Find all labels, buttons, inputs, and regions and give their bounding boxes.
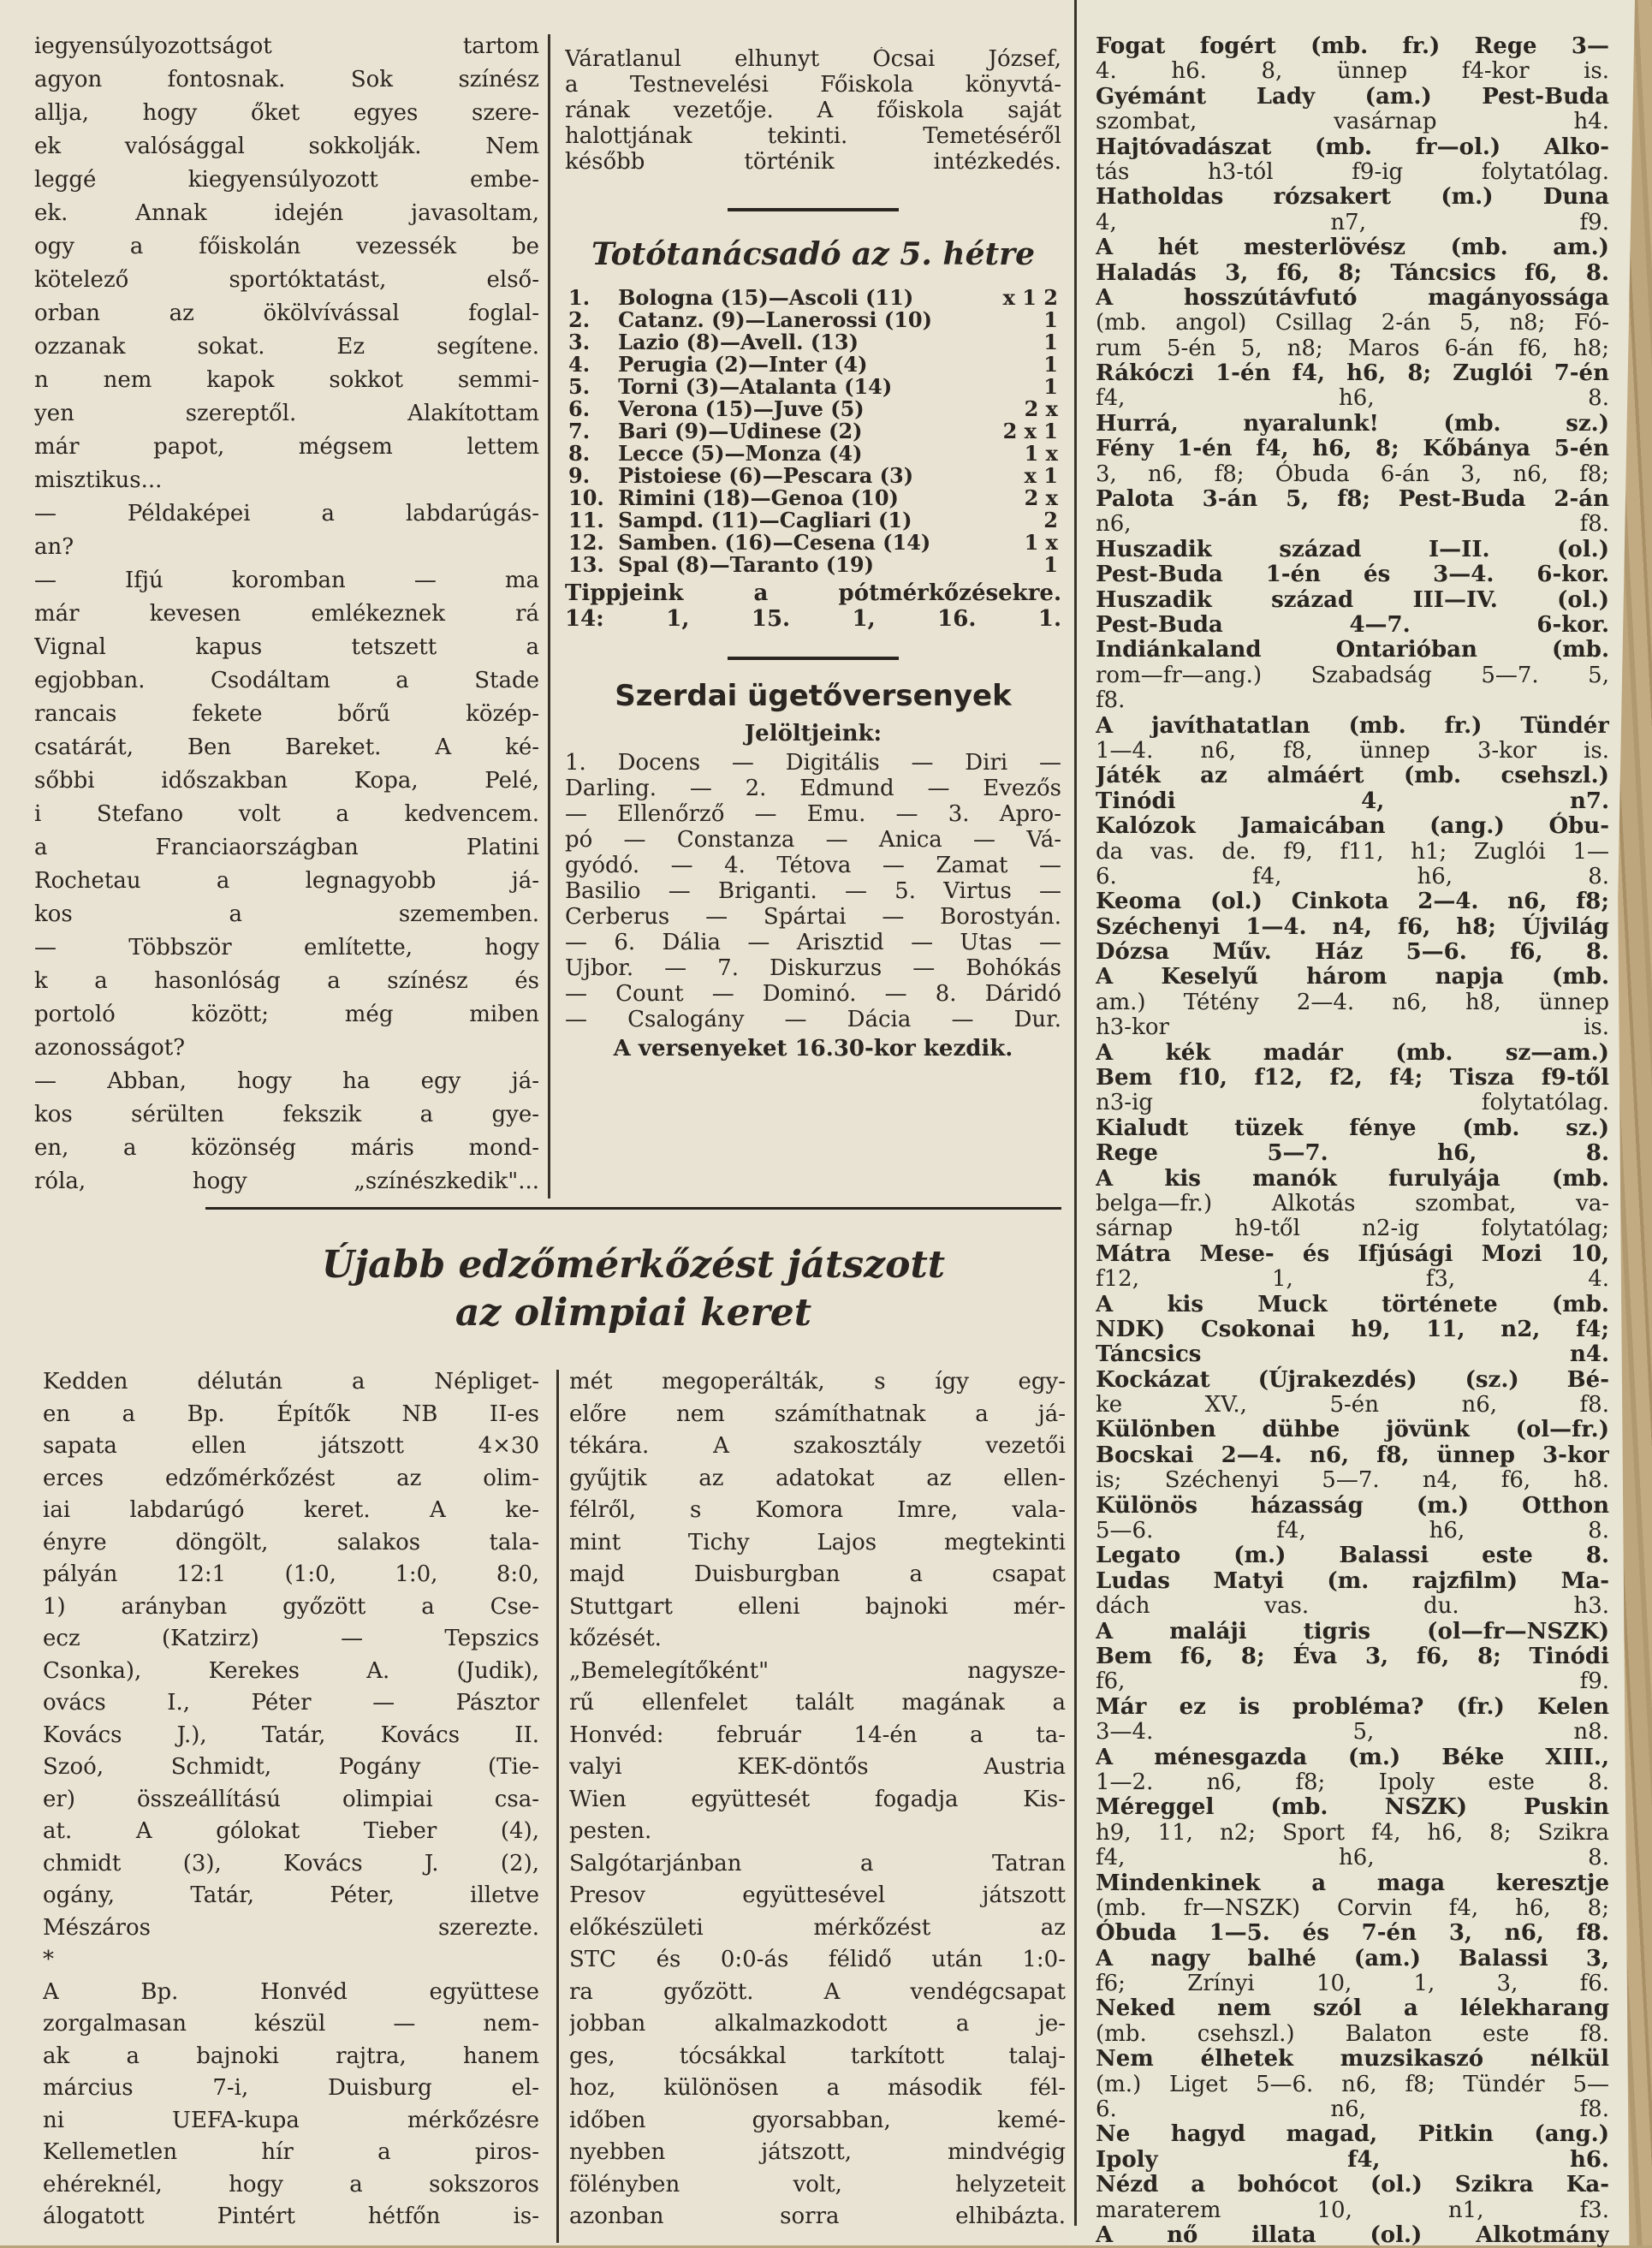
text-line: Kedden délután a Népliget-	[43, 1370, 539, 1395]
text-line: Hurrá, nyaralunk! (mb. sz.)	[1096, 410, 1609, 437]
article-column-right	[569, 1370, 1066, 2237]
toto-cell-n: 1.	[568, 285, 591, 310]
text-line: Vignal kapus tetszett a	[34, 634, 539, 660]
text-line: — 6. Dália — Arisztid — Utas —	[565, 930, 1061, 955]
toto-row	[565, 487, 1061, 509]
text-line: Szoó, Schmidt, Pogány (Tie-	[43, 1754, 539, 1780]
text-line: Fény 1-én f4, h6, 8; Kőbánya 5-én	[1096, 436, 1609, 462]
text-line: azonosságot?	[34, 1035, 186, 1061]
text-line: Óbuda 1—5. és 7-én 3, n6, f8.	[1096, 1920, 1609, 1947]
toto-cell-m: Bari (9)—Udinese (2)	[618, 419, 863, 443]
cinema-listings	[1096, 34, 1609, 2248]
text-line: Tippjeink a pótmérkőzésekre.	[565, 580, 1061, 606]
text-line: Rochetau a legnagyobb já-	[34, 868, 539, 894]
text-line: erces edzőmérkőzést az olim-	[43, 1465, 539, 1491]
text-line: 1—2. n6, f8; Ipoly este 8.	[1096, 1769, 1609, 1795]
text-line: an?	[34, 534, 74, 560]
text-line: a Franciaországban Platini	[34, 835, 539, 860]
text-line: sárnap h9-től n2-ig folytatólag;	[1096, 1216, 1609, 1242]
text-line: Kockázat (Újrakezdés) (sz.) Bé-	[1096, 1366, 1609, 1393]
article-column-left	[43, 1370, 539, 2237]
text-line: sőbbi időszakban Kopa, Pelé,	[34, 768, 539, 794]
text-line: A Bp. Honvéd együttese	[43, 1978, 539, 2005]
text-line: a Testnevelési Főiskola könyvtá-	[565, 72, 1061, 98]
text-line: 3, n6, f8; Óbuda 6-án 3, n6, f8;	[1096, 461, 1609, 487]
toto-row	[565, 331, 1061, 354]
text-line: előkészületi mérkőzést az	[569, 1914, 1066, 1941]
text-line: Nem élhetek muzsikaszó nélkül	[1096, 2046, 1609, 2073]
text-line: ges, tócsákkal tarkított talaj-	[569, 2043, 1066, 2069]
text-line: Basilio — Briganti. — 5. Virtus —	[565, 878, 1061, 904]
text-line: jobban alkalmazkodott a je-	[569, 2011, 1066, 2037]
text-line: f6; Zrínyi 10, 1, 3, f6.	[1096, 1971, 1609, 1997]
text-line: Csonka), Kerekes A. (Judik),	[43, 1657, 539, 1684]
toto-cell-t: 2 x 1	[1002, 419, 1058, 443]
text-line: nyebben játszott, mindvégig	[569, 2139, 1066, 2165]
text-line: er) összeállítású olimpiai csa-	[43, 1786, 539, 1812]
toto-cell-t: 1	[1043, 307, 1058, 332]
race-list	[565, 751, 1061, 1033]
text-line: en a Bp. Építők NB II-es	[43, 1401, 539, 1427]
text-line: — Ellenőrző — Emu. — 3. Apro-	[565, 801, 1061, 827]
text-line: álogatott Pintért hétfőn is-	[43, 2203, 539, 2229]
text-line: rum 5-én 5, n8; Maros 6-án f6, h8;	[1096, 335, 1609, 361]
text-line: sapata ellen játszott 4×30	[43, 1433, 539, 1459]
text-line: Játék az almáért (mb. csehszl.)	[1096, 763, 1609, 789]
race-start: A versenyeket 16.30-kor kezdik.	[613, 1036, 1013, 1061]
toto-cell-n: 2.	[568, 307, 591, 332]
divider	[728, 657, 899, 660]
text-line: előre nem számíthatnak a já-	[569, 1401, 1066, 1427]
text-line: — Ifjú koromban — ma	[34, 568, 539, 593]
text-line: időben gyorsabban, kemé-	[569, 2107, 1066, 2133]
text-line: ek valósággal sokkolják. Nem	[34, 134, 539, 159]
text-line: 1. Docens — Digitális — Diri —	[565, 750, 1061, 776]
text-line: Dózsa Műv. Ház 5—6. f6, 8.	[1096, 939, 1609, 966]
toto-cell-t: 1 x	[1024, 530, 1058, 555]
text-line: iai labdarúgó keret. A ke-	[43, 1497, 539, 1523]
divider	[728, 208, 899, 211]
text-line: Különös házasság (m.) Otthon	[1096, 1492, 1609, 1519]
text-line: Haladás 3, f6, 8; Táncsics f6, 8.	[1096, 259, 1609, 286]
text-line: — Count — Dominó. — 8. Dáridó	[565, 981, 1061, 1007]
toto-cell-t: 1	[1043, 374, 1058, 399]
text-line: h9, 11, n2; Sport f4, h6, 8; Szikra	[1096, 1819, 1609, 1846]
headline-line: Újabb edzőmérkőzést játszott	[321, 1243, 946, 1287]
text-line: zorgalmasan készül — nem-	[43, 2011, 539, 2037]
toto-row	[565, 354, 1061, 376]
toto-cell-m: Bologna (15)—Ascoli (11)	[618, 285, 914, 310]
toto-cell-m: Verona (15)—Juve (5)	[618, 396, 865, 421]
text-line: gyűjtik az adatokat az ellen-	[569, 1465, 1066, 1491]
text-line: gyódó. — 4. Tétova — Zamat —	[565, 853, 1061, 878]
text-line: kos a szememben.	[34, 901, 539, 927]
text-line: Táncsics n4.	[1096, 1341, 1609, 1368]
text-line: n nem kapok sokkot semmi-	[34, 367, 539, 393]
text-line: Különben dühbe jövünk (ol—fr.)	[1096, 1417, 1609, 1443]
text-line: am.) Tétény 2—4. n6, h8, ünnep	[1096, 989, 1609, 1015]
text-line: mint Tichy Lajos megtekinti	[569, 1529, 1066, 1555]
text-line: A nő illata (ol.) Alkotmány	[1096, 2221, 1609, 2248]
text-line: Bem f6, 8; Éva 3, f6, 8; Tinódi	[1096, 1644, 1609, 1669]
text-line: Kellemetlen hír a piros-	[43, 2139, 539, 2165]
headline	[205, 1241, 1061, 1337]
text-line: Rege 5—7. h6, 8.	[1096, 1140, 1609, 1167]
text-line: rának vezetője. A főiskola saját	[565, 98, 1061, 123]
text-line: Rákóczi 1-én f4, h6, 8; Zuglói 7-én	[1096, 360, 1609, 387]
text-line: rom—fr—ang.) Szabadság 5—7. 5,	[1096, 662, 1609, 688]
text-line: f8.	[1096, 687, 1126, 714]
text-line: 1—4. n6, f8, ünnep 3-kor is.	[1096, 737, 1609, 764]
text-line: NDK) Csokonai h9, 11, n2, f4;	[1096, 1316, 1609, 1342]
text-line: STC és 0:0-ás félidő után 1:0-	[569, 1947, 1066, 1972]
text-line: Salgótarjánban a Tatran	[569, 1850, 1066, 1876]
toto-cell-t: 1	[1043, 352, 1058, 377]
text-line: tékára. A szakosztály vezetői	[569, 1433, 1066, 1459]
text-line: A kék madár (mb. sz—am.)	[1096, 1039, 1609, 1066]
text-line: ke XV., 5-én n6, f8.	[1096, 1392, 1609, 1418]
text-line: azonban sorra elhibázta.	[569, 2203, 1066, 2229]
text-line: Gyémánt Lady (am.) Pest-Buda	[1096, 83, 1609, 110]
toto-row	[565, 287, 1061, 309]
text-line: — Abban, hogy ha egy já-	[34, 1068, 539, 1094]
text-line: 5—6. f4, h6, 8.	[1096, 1518, 1609, 1544]
text-line: Indiánkaland Ontarióban (mb.	[1096, 637, 1609, 663]
toto-row	[565, 554, 1061, 576]
text-line: Kialudt tüzek fénye (mb. sz.)	[1096, 1115, 1609, 1141]
text-line: ovács I., Péter — Pásztor	[43, 1690, 539, 1716]
toto-cell-n: 12.	[568, 530, 604, 555]
text-line: Neked nem szól a lélekharang	[1096, 1995, 1609, 2022]
text-line: Bocskai 2—4. n6, f8, ünnep 3-kor	[1096, 1442, 1609, 1468]
toto-cell-n: 9.	[568, 463, 591, 488]
text-line: ogy a főiskolán vezessék be	[34, 234, 539, 259]
text-line: róla, hogy „színészkedik"...	[34, 1169, 539, 1194]
text-line: Méreggel (mb. NSZK) Puskin	[1096, 1794, 1609, 1821]
toto-row	[565, 376, 1061, 398]
text-line: 4. h6. 8, ünnep f4-kor is.	[1096, 58, 1609, 85]
toto-cell-m: Pistoiese (6)—Pescara (3)	[618, 463, 914, 488]
text-line: (m.) Liget 5—6. n6, f8; Tündér 5—	[1096, 2071, 1609, 2097]
text-line: Hatholdas rózsakert (m.) Duna	[1096, 184, 1609, 211]
obituary	[565, 47, 1061, 175]
text-line: majd Duisburgban a csapat	[569, 1561, 1066, 1587]
text-line: A hosszútávfutó magányossága	[1096, 284, 1609, 311]
text-line: kötelező sportóktatást, első-	[34, 267, 539, 293]
toto-cell-m: Spal (8)—Taranto (19)	[618, 552, 874, 577]
text-line: leggé kiegyensúlyozott embe-	[34, 167, 539, 193]
text-line: misztikus...	[34, 467, 163, 493]
text-line: Keoma (ol.) Cinkota 2—4. n6, f8;	[1096, 889, 1609, 915]
text-line: pesten.	[569, 1818, 652, 1844]
text-line: kőzését.	[569, 1626, 662, 1651]
text-line: yen szereptől. Alakítottam	[34, 401, 539, 426]
text-line: f6, f9.	[1096, 1668, 1609, 1695]
text-line: ényre döngölt, salakos tala-	[43, 1529, 539, 1555]
column-rule	[548, 34, 550, 1198]
toto-cell-n: 4.	[568, 352, 591, 377]
race-title: Szerdai ügetőversenyek	[615, 679, 1012, 713]
text-line: Darling. — 2. Edmund — Evezős	[565, 776, 1061, 801]
text-line: Stuttgart elleni bajnoki mér-	[569, 1593, 1066, 1620]
text-line: Mészáros szerezte.	[43, 1914, 539, 1941]
text-line: Hajtóvadászat (mb. fr—ol.) Alko-	[1096, 134, 1609, 160]
text-line: március 7-i, Duisburg el-	[43, 2075, 539, 2101]
text-line: A kis Muck története (mb.	[1096, 1291, 1609, 1317]
toto-cell-m: Lazio (8)—Avell. (13)	[618, 330, 859, 354]
text-line: at. A gólokat Tieber (4),	[43, 1818, 539, 1844]
toto-cell-t: x 1 2	[1002, 285, 1058, 310]
text-line: 1) arányban győzött a Cse-	[43, 1593, 539, 1620]
text-line: is; Széchenyi 5—7. n4, f6, h8.	[1096, 1467, 1609, 1494]
text-line: i Stefano volt a kedvencem.	[34, 801, 539, 827]
text-line: en, a közönség máris mond-	[34, 1135, 539, 1161]
toto-title: Totótanácsadó az 5. hétre	[591, 236, 1035, 272]
text-line: — Többször említette, hogy	[34, 935, 539, 960]
text-line: n6, f8.	[1096, 511, 1609, 538]
text-line: Presov együttesével játszott	[569, 1882, 1066, 1908]
toto-cell-m: Rimini (18)—Genoa (10)	[618, 485, 899, 510]
toto-cell-t: 1	[1043, 552, 1058, 577]
text-line: maraterem 10, n1, f3.	[1096, 2197, 1609, 2223]
text-line: Már ez is probléma? (fr.) Kelen	[1096, 1693, 1609, 1720]
toto-cell-n: 5.	[568, 374, 591, 399]
text-line: orban az ökölvívással foglal-	[34, 300, 539, 326]
text-line: 6. f4, h6, 8.	[1096, 863, 1609, 889]
text-line: — Csalogány — Dácia — Dur.	[565, 1007, 1061, 1032]
text-line: portoló között; még miben	[34, 1002, 539, 1027]
text-line: már kevesen emlékeznek rá	[34, 601, 539, 627]
text-line: ak a bajnoki rajtra, hanem	[43, 2043, 539, 2069]
text-line: Honvéd: február 14-én a ta-	[569, 1722, 1066, 1748]
race-subtitle: Jelöltjeink:	[744, 721, 882, 746]
toto-cell-m: Sampd. (11)—Cagliari (1)	[618, 508, 912, 532]
text-line: Palota 3-án 5, f8; Pest-Buda 2-án	[1096, 486, 1609, 513]
text-line: ehéreknél, hogy a sokszoros	[43, 2171, 539, 2197]
toto-row	[565, 420, 1061, 443]
text-line: f12, 1, f3, 4.	[1096, 1266, 1609, 1293]
text-line: Fogat fogért (mb. fr.) Rege 3—	[1096, 34, 1609, 59]
toto-cell-t: 1	[1043, 330, 1058, 354]
text-line: Wien együttesét fogadja Kis-	[569, 1786, 1066, 1812]
column-rule	[556, 1370, 559, 2243]
toto-row	[565, 443, 1061, 465]
text-line: Huszadik század I—II. (ol.)	[1096, 536, 1609, 562]
text-line: félről, s Komora Imre, vala-	[569, 1497, 1066, 1523]
toto-cell-t: 2 x	[1024, 396, 1058, 421]
toto-cell-n: 6.	[568, 396, 591, 421]
headline-line: az olimpiai keret	[455, 1291, 812, 1335]
text-line: (mb. fr—NSZK) Corvin f4, h6, 8;	[1096, 1894, 1609, 1921]
text-line: fölényben volt, helyzeteit	[569, 2171, 1066, 2197]
text-line: rancais fekete bőrű közép-	[34, 701, 539, 727]
text-line: Legato (m.) Balassi este 8.	[1096, 1543, 1609, 1569]
text-line: ni UEFA-kupa mérkőzésre	[43, 2107, 539, 2133]
text-line: 6. n6, f8.	[1096, 2096, 1609, 2123]
text-line: A maláji tigris (ol—fr—NSZK)	[1096, 1618, 1609, 1644]
text-line: 3—4. 5, n8.	[1096, 1719, 1609, 1745]
toto-cell-m: Samben. (16)—Cesena (14)	[618, 530, 931, 555]
toto-cell-n: 13.	[568, 552, 604, 577]
toto-table	[565, 287, 1061, 576]
text-line: mét megoperálták, s így egy-	[569, 1370, 1066, 1395]
toto-cell-t: 2	[1043, 508, 1058, 532]
text-line: dách vas. du. h3.	[1096, 1593, 1609, 1620]
text-line: ecz (Katzirz) — Tepszics	[43, 1626, 539, 1651]
text-line: kos sérülten fekszik a gye-	[34, 1102, 539, 1127]
text-line: n3-ig folytatólag.	[1096, 1090, 1609, 1116]
text-line: 4, n7, f9.	[1096, 209, 1609, 235]
text-line: csatárát, Ben Bareket. A ké-	[34, 734, 539, 760]
text-line: ek. Annak idején javasoltam,	[34, 200, 539, 226]
toto-cell-m: Catanz. (9)—Lanerossi (10)	[618, 307, 932, 332]
text-line: Váratlanul elhunyt Ócsai József,	[565, 47, 1061, 72]
toto-row	[565, 532, 1061, 554]
toto-row	[565, 465, 1061, 487]
text-line: Széchenyi 1—4. n4, f6, h8; Újvilág	[1096, 913, 1609, 940]
text-line: da vas. de. f9, f11, h1; Zuglói 1—	[1096, 838, 1609, 865]
toto-cell-n: 3.	[568, 330, 591, 354]
text-line: A kis manók furulyája (mb.	[1096, 1165, 1609, 1192]
text-line: rű ellenfelet talált magának a	[569, 1690, 1066, 1716]
text-line: A Keselyű három napja (mb.	[1096, 964, 1609, 990]
text-line: Ludas Matyi (m. rajzfilm) Ma-	[1096, 1567, 1609, 1594]
toto-cell-n: 7.	[568, 419, 591, 443]
text-line: iegyensúlyozottságot tartom	[34, 34, 539, 59]
toto-cell-m: Perugia (2)—Inter (4)	[618, 352, 868, 377]
text-line: k a hasonlóság a színész és	[34, 968, 539, 994]
text-line: ogány, Tatár, Péter, illetve	[43, 1882, 539, 1908]
text-line: Pest-Buda 4—7. 6-kor.	[1096, 611, 1609, 638]
toto-cell-n: 10.	[568, 485, 604, 510]
sports-column	[565, 47, 1061, 1061]
toto-cell-n: 11.	[568, 508, 604, 532]
toto-row	[565, 509, 1061, 532]
text-line: 14: 1, 15. 1, 16. 1.	[565, 606, 1061, 632]
text-line: később történik intézkedés.	[565, 149, 1061, 175]
text-line: Nézd a bohócot (ol.) Szikra Ka-	[1096, 2172, 1609, 2198]
text-line: chmidt (3), Kovács J. (2),	[43, 1850, 539, 1876]
text-line: agyon fontosnak. Sok színész	[34, 67, 539, 92]
text-line: h3-kor is.	[1096, 1014, 1609, 1041]
toto-cell-m: Lecce (5)—Monza (4)	[618, 441, 863, 466]
text-line: f4, h6, 8.	[1096, 1845, 1609, 1871]
interview-column	[34, 34, 539, 1203]
text-line: pályán 12:1 (1:0, 1:0, 8:0,	[43, 1561, 539, 1587]
text-line: Mátra Mese- és Ifjúsági Mozi 10,	[1096, 1240, 1609, 1267]
text-line: Mindenkinek a maga keresztje	[1096, 1870, 1609, 1896]
text-line: szombat, vasárnap h4.	[1096, 109, 1609, 135]
text-line: (mb. angol) Csillag 2-án 5, n8; Fó-	[1096, 310, 1609, 336]
text-line: f4, h6, 8.	[1096, 385, 1609, 412]
text-line: Tinódi 4, n7.	[1096, 788, 1609, 814]
toto-tips	[565, 581, 1061, 633]
toto-cell-m: Torni (3)—Atalanta (14)	[618, 374, 893, 399]
text-line: Cerberus — Spártai — Borostyán.	[565, 904, 1061, 930]
text-line: halottjának tekinti. Temetéséről	[565, 123, 1061, 149]
text-line: tás h3-tól f9-ig folytatólag.	[1096, 158, 1609, 185]
text-line: Ujbor. — 7. Diskurzus — Bohókás	[565, 955, 1061, 981]
column-rule	[1074, 0, 1077, 2226]
text-line: Ne hagyd magad, Pitkin (ang.)	[1096, 2121, 1609, 2148]
headline-rule	[205, 1207, 1061, 1210]
text-line: (mb. csehszl.) Balaton este f8.	[1096, 2020, 1609, 2047]
text-line: Ipoly f4, h6.	[1096, 2146, 1609, 2173]
toto-cell-t: 2 x	[1024, 485, 1058, 510]
text-line: ozzanak sokat. Ez segítene.	[34, 334, 539, 360]
text-line: Huszadik század III—IV. (ol.)	[1096, 586, 1609, 613]
text-line: Pest-Buda 1-én és 3—4. 6-kor.	[1096, 562, 1609, 588]
text-line: *	[43, 1947, 54, 1972]
text-line: már papot, mégsem lettem	[34, 434, 539, 460]
text-line: pó — Constanza — Anica — Vá-	[565, 827, 1061, 853]
toto-cell-t: 1 x	[1024, 441, 1058, 466]
toto-cell-t: x 1	[1024, 463, 1058, 488]
text-line: belga—fr.) Alkotás szombat, va-	[1096, 1190, 1609, 1216]
text-line: A ménesgazda (m.) Béke XIII.,	[1096, 1744, 1609, 1770]
text-line: Kalózok Jamaicában (ang.) Óbu-	[1096, 813, 1609, 840]
text-line: hoz, különösen a második fél-	[569, 2075, 1066, 2101]
text-line: egjobban. Csodáltam a Stade	[34, 668, 539, 693]
text-line: A javíthatatlan (mb. fr.) Tündér	[1096, 712, 1609, 739]
toto-row	[565, 398, 1061, 420]
text-line: Bem f10, f12, f2, f4; Tisza f9-től	[1096, 1065, 1609, 1091]
text-line: allja, hogy őket egyes szere-	[34, 100, 539, 126]
text-line: — Példaképei a labdarúgás-	[34, 501, 539, 526]
toto-cell-n: 8.	[568, 441, 591, 466]
text-line: ra győzött. A vendégcsapat	[569, 1978, 1066, 2005]
text-line: „Bemelegítőként" nagysze-	[569, 1657, 1066, 1684]
text-line: Kovács J.), Tatár, Kovács II.	[43, 1722, 539, 1748]
text-line: A hét mesterlövész (mb. am.)	[1096, 235, 1609, 261]
text-line: A nagy balhé (am.) Balassi 3,	[1096, 1945, 1609, 1971]
toto-row	[565, 309, 1061, 331]
text-line: valyi KEK-döntős Austria	[569, 1754, 1066, 1780]
